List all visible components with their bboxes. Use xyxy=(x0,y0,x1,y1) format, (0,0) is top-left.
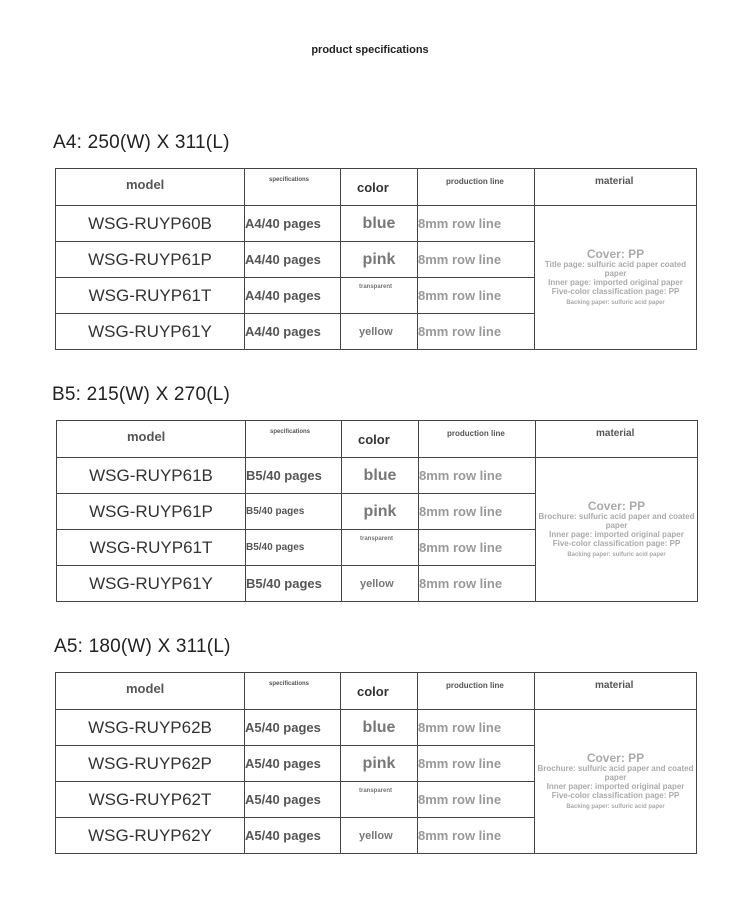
color-cell: transparent xyxy=(341,782,418,818)
model-cell: WSG-RUYP61P xyxy=(57,494,246,530)
color-cell: yellow xyxy=(341,314,418,350)
spec-cell: A5/40 pages xyxy=(245,782,341,818)
spec-cell: A4/40 pages xyxy=(245,314,341,350)
color-cell: pink xyxy=(341,746,418,782)
production-line-cell: 8mm row line xyxy=(418,818,535,854)
spec-cell: A4/40 pages xyxy=(245,206,341,242)
section-title-a5: A5: 180(W) X 311(L) xyxy=(54,636,231,657)
material-cover: Cover: PP xyxy=(586,750,645,765)
production-line-cell: 8mm row line xyxy=(418,782,535,818)
material-line: Five-color classification page: PP xyxy=(551,286,680,296)
production-line-cell: 8mm row line xyxy=(419,458,536,494)
material-line: Inner page: imported original paper xyxy=(548,277,683,287)
model-cell: WSG-RUYP62T xyxy=(56,782,245,818)
material-line: Brochure: sulfuric acid paper and coated paper xyxy=(537,763,694,782)
material-line: Five-color classification page: PP xyxy=(552,538,681,548)
spec-cell: A5/40 pages xyxy=(245,818,341,854)
spec-table-a5 xyxy=(55,672,697,854)
production-line-cell: 8mm row line xyxy=(418,746,535,782)
header-color: color xyxy=(341,673,418,710)
color-cell: blue xyxy=(341,710,418,746)
header-material: material xyxy=(535,673,697,710)
material-cover: Cover: PP xyxy=(586,246,645,261)
spec-cell: A5/40 pages xyxy=(245,710,341,746)
table-header-row xyxy=(56,673,697,710)
color-cell: transparent xyxy=(341,278,418,314)
color-cell: blue xyxy=(341,206,418,242)
material-line: Inner paper: imported original paper xyxy=(546,781,685,791)
material-line: Inner page: imported original paper xyxy=(549,529,684,539)
spec-cell: A4/40 pages xyxy=(245,278,341,314)
spec-table-b5 xyxy=(56,420,698,602)
material-cell xyxy=(535,206,697,350)
production-line-cell: 8mm row line xyxy=(418,710,535,746)
table-row xyxy=(56,206,697,242)
header-production-line: production line xyxy=(418,169,535,206)
table-header-row xyxy=(56,169,697,206)
table-row xyxy=(56,710,697,746)
model-cell: WSG-RUYP60B xyxy=(56,206,245,242)
spec-cell: B5/40 pages xyxy=(246,458,342,494)
header-color: color xyxy=(341,169,418,206)
model-cell: WSG-RUYP61Y xyxy=(56,314,245,350)
material-backing: Backing paper: sulfuric acid paper xyxy=(567,551,666,558)
spec-cell: A5/40 pages xyxy=(245,746,341,782)
model-cell: WSG-RUYP61P xyxy=(56,242,245,278)
color-cell: yellow xyxy=(341,818,418,854)
color-cell: pink xyxy=(341,242,418,278)
material-cell xyxy=(536,458,698,602)
header-model: model xyxy=(56,673,245,710)
header-model: model xyxy=(57,421,246,458)
header-production-line: production line xyxy=(418,673,535,710)
material-line: Five-color classification page: PP xyxy=(551,790,680,800)
model-cell: WSG-RUYP61T xyxy=(56,278,245,314)
model-cell: WSG-RUYP61B xyxy=(57,458,246,494)
table-row xyxy=(57,458,698,494)
model-cell: WSG-RUYP61T xyxy=(57,530,246,566)
spec-cell: B5/40 pages xyxy=(246,566,342,602)
material-line: Title page: sulfuric acid paper coated paper xyxy=(544,259,687,278)
production-line-cell: 8mm row line xyxy=(418,278,535,314)
header-model: model xyxy=(56,169,245,206)
spec-cell: B5/40 pages xyxy=(246,494,342,530)
header-specifications: specifications xyxy=(245,673,341,710)
material-cell xyxy=(535,710,697,854)
table-header-row xyxy=(57,421,698,458)
model-cell: WSG-RUYP61Y xyxy=(57,566,246,602)
material-backing: Backing paper: sulfuric acid paper xyxy=(566,299,665,306)
model-cell: WSG-RUYP62Y xyxy=(56,818,245,854)
production-line-cell: 8mm row line xyxy=(419,494,536,530)
spec-cell: B5/40 pages xyxy=(246,530,342,566)
header-specifications: specifications xyxy=(246,421,342,458)
section-title-a4: A4: 250(W) X 311(L) xyxy=(53,132,230,153)
production-line-cell: 8mm row line xyxy=(418,242,535,278)
header-color: color xyxy=(342,421,419,458)
spec-cell: A4/40 pages xyxy=(245,242,341,278)
spec-table-a4 xyxy=(55,168,697,350)
material-line: Brochure: sulfuric acid paper and coated paper xyxy=(538,511,695,530)
header-specifications: specifications xyxy=(245,169,341,206)
color-cell: transparent xyxy=(342,530,419,566)
header-production-line: production line xyxy=(419,421,536,458)
header-material: material xyxy=(535,169,697,206)
production-line-cell: 8mm row line xyxy=(418,314,535,350)
model-cell: WSG-RUYP62P xyxy=(56,746,245,782)
page-title: product specifications xyxy=(311,44,429,56)
color-cell: yellow xyxy=(342,566,419,602)
header-material: material xyxy=(536,421,698,458)
production-line-cell: 8mm row line xyxy=(419,566,536,602)
model-cell: WSG-RUYP62B xyxy=(56,710,245,746)
material-backing: Backing paper: sulfuric acid paper xyxy=(566,803,665,810)
color-cell: blue xyxy=(342,458,419,494)
production-line-cell: 8mm row line xyxy=(418,206,535,242)
production-line-cell: 8mm row line xyxy=(419,530,536,566)
section-title-b5: B5: 215(W) X 270(L) xyxy=(52,384,231,405)
material-cover: Cover: PP xyxy=(587,498,646,513)
color-cell: pink xyxy=(342,494,419,530)
